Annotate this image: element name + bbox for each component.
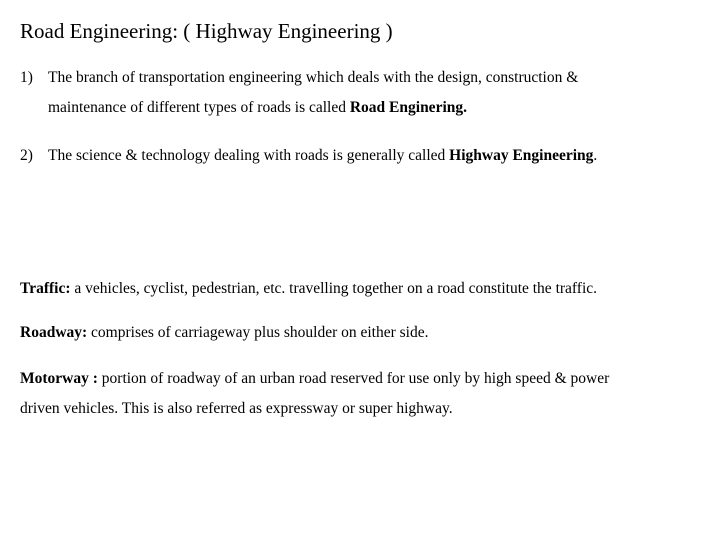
- item-2-text: The science & technology dealing with roads is generally called: [48, 147, 450, 164]
- item-1-line1: The branch of transportation engineering which deals with the design, construction &: [48, 69, 579, 86]
- definition-text-traffic: a vehicles, cyclist, pedestrian, etc. travelling together on a road constitute the traffic.: [70, 280, 598, 297]
- definition-term-motorway: Motorway :: [20, 370, 98, 387]
- list-number-2: 2): [20, 147, 33, 164]
- definition-text-motorway: portion of roadway of an urban road reserved for use only by high speed & power: [97, 370, 610, 387]
- definition-term-roadway: Roadway:: [20, 324, 88, 341]
- item-1-line2: [48, 93, 467, 123]
- item-1-term: Road Enginering: [349, 99, 464, 116]
- definition-roadway: [20, 318, 429, 348]
- definition-motorway: [20, 364, 609, 424]
- item-1-period: .: [463, 99, 467, 116]
- item-1-line2-text: maintenance of different types of roads is called: [48, 99, 350, 116]
- definition-text-motorway-line2: driven vehicles. This is also referred as expressway or super highway.: [20, 400, 453, 417]
- definition-term-traffic: Traffic:: [20, 280, 71, 297]
- definition-traffic: [20, 274, 597, 304]
- page-title: Road Engineering: ( Highway Engineering ): [20, 19, 393, 43]
- list-number-1: 1): [20, 69, 33, 86]
- list-item-2: [20, 141, 597, 171]
- item-2-period: .: [593, 147, 598, 164]
- definition-text-roadway: comprises of carriageway plus shoulder on either side.: [87, 324, 429, 341]
- list-item-1: [20, 63, 579, 116]
- item-2-term: Highway Engineering: [449, 147, 594, 164]
